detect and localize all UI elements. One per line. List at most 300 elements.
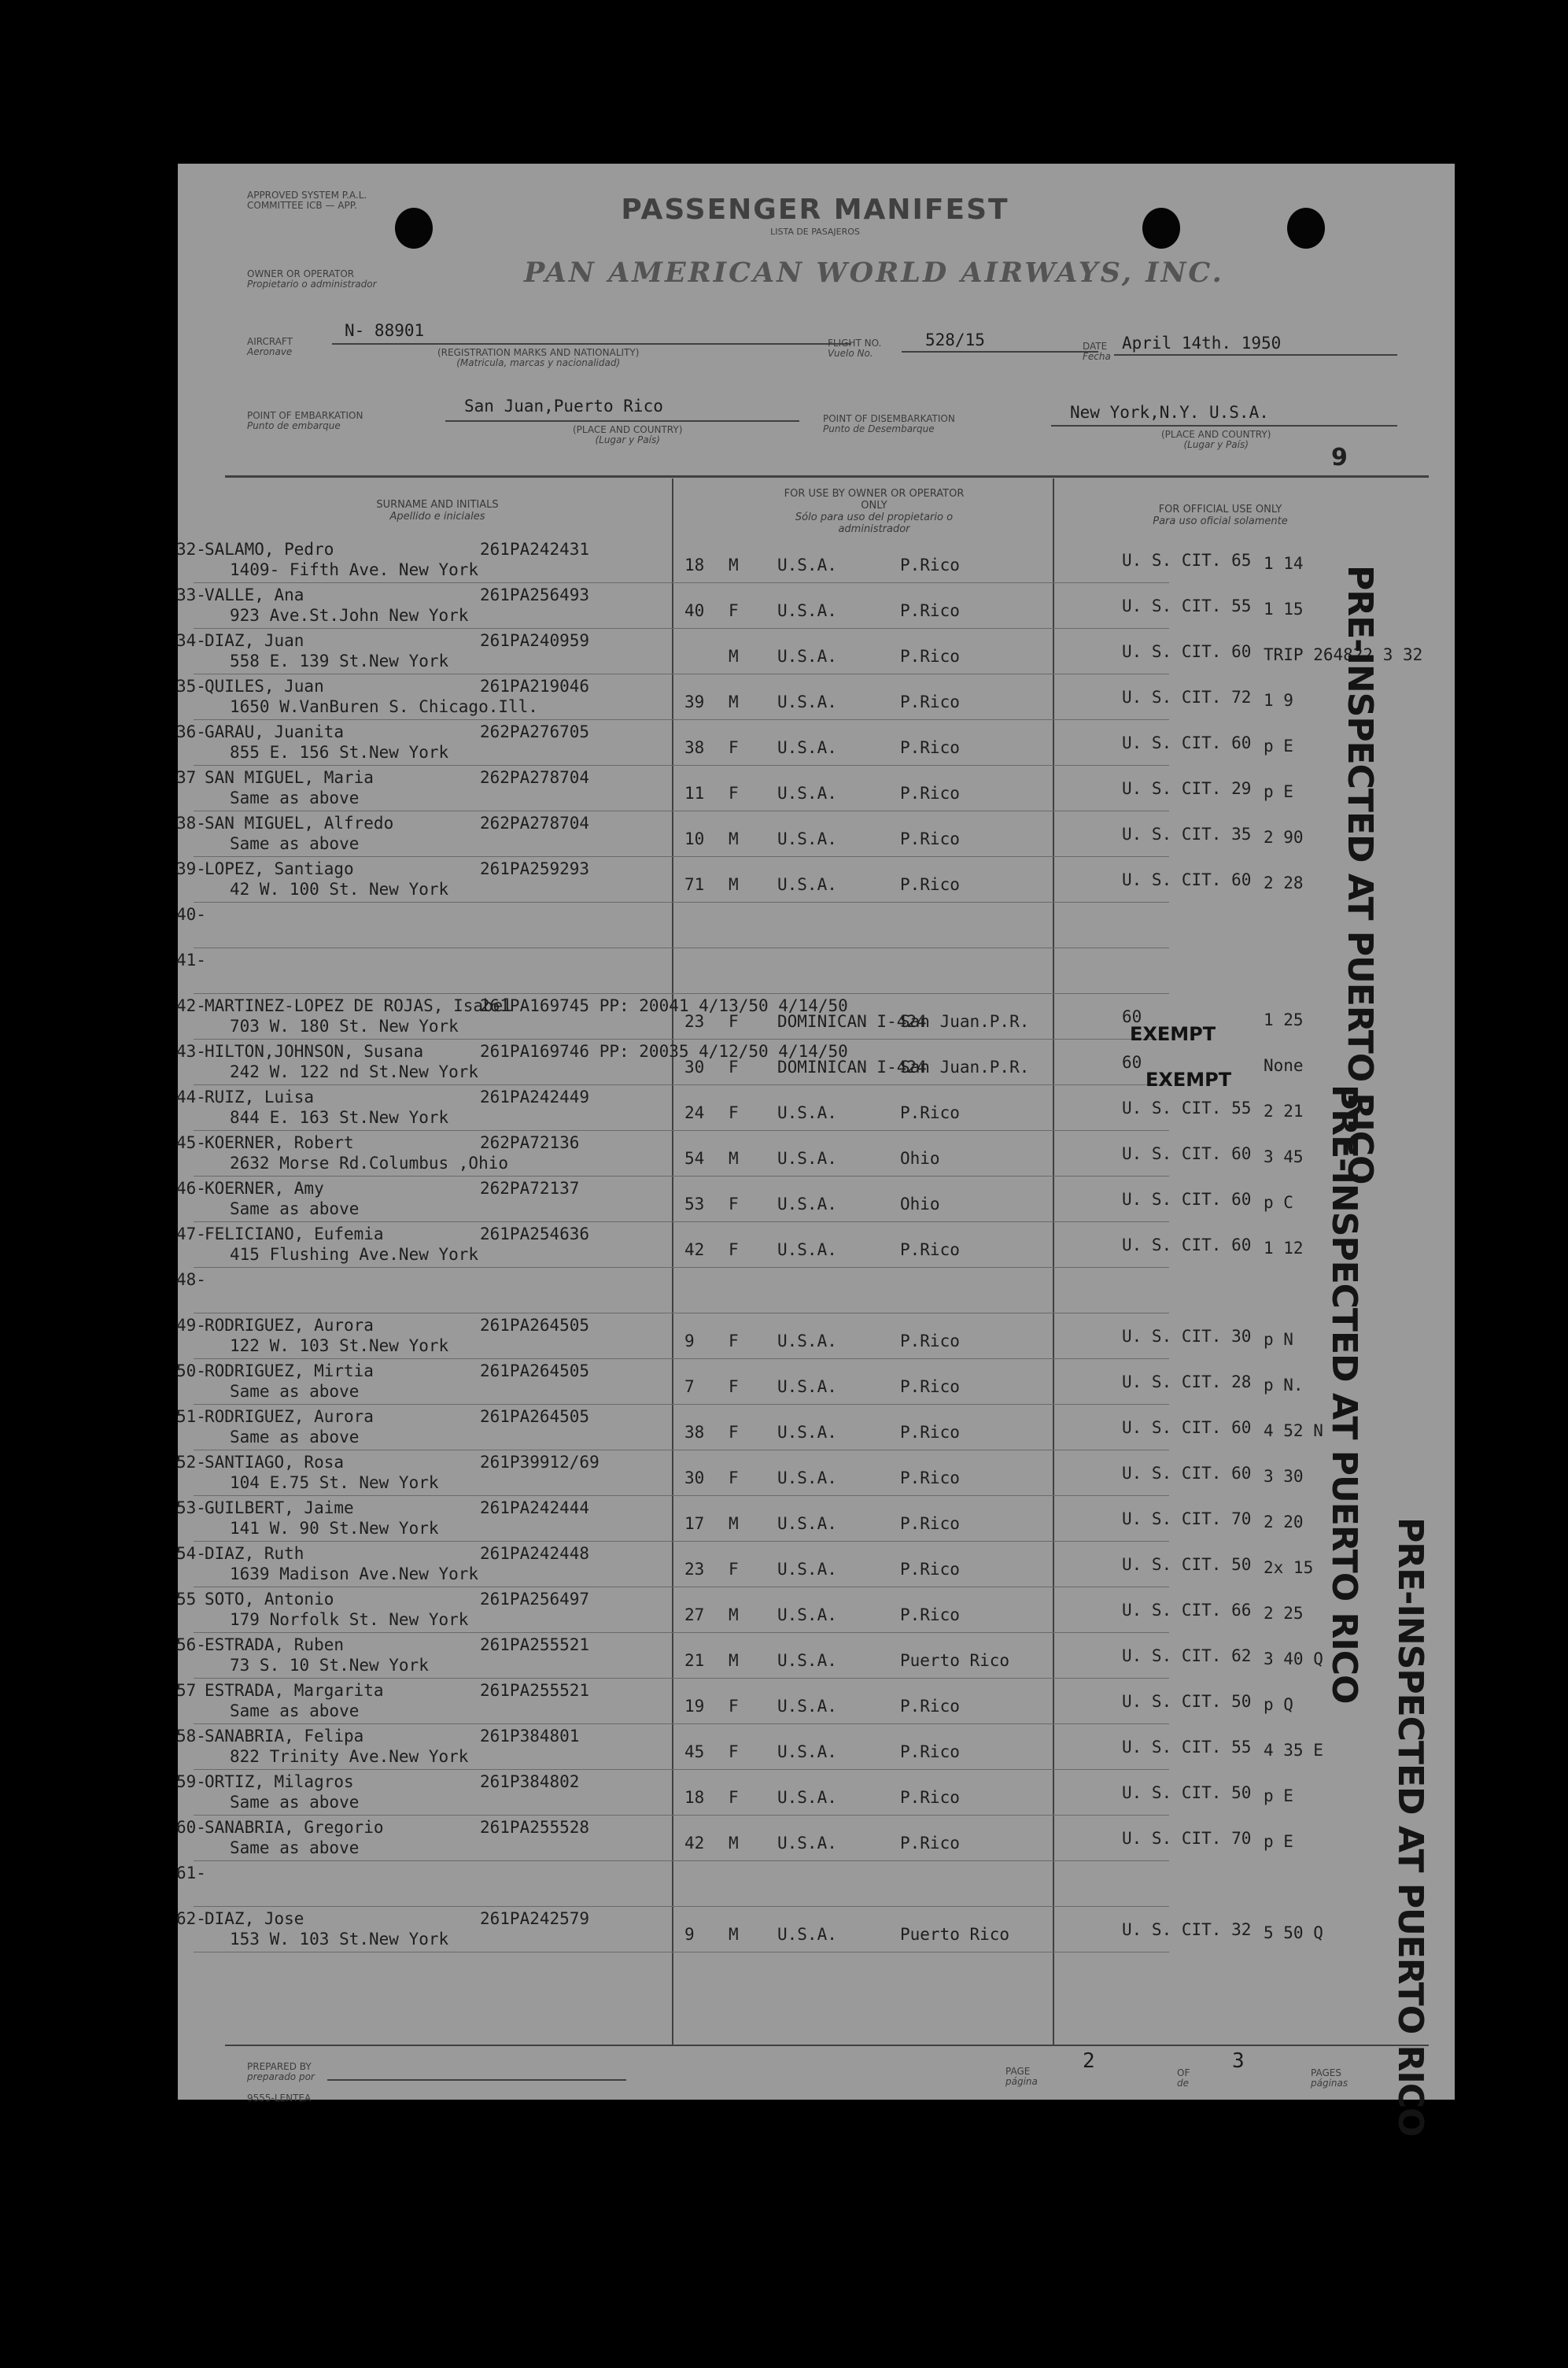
passenger-sex: F: [729, 1103, 739, 1122]
nationality: U.S.A.: [777, 601, 837, 620]
official-use: U. S. CIT. 62: [1122, 1646, 1252, 1665]
registration-no: 261P39912/69: [480, 1453, 600, 1472]
official-note: TRIP 264822 3 32: [1264, 645, 1423, 664]
official-use: U. S. CIT. 50: [1122, 1783, 1252, 1802]
passenger-address: Same as above: [230, 1428, 360, 1446]
official-use: U. S. CIT. 60: [1122, 1418, 1252, 1437]
passenger-name: ORTIZ, Milagros: [205, 1772, 354, 1791]
passenger-age: 42: [684, 1834, 705, 1853]
aircraft-label-en: AIRCRAFT: [247, 336, 293, 347]
header-rule: [225, 475, 1429, 478]
passenger-age: 38: [684, 738, 705, 757]
official-use: U. S. CIT. 32: [1122, 1920, 1252, 1939]
passenger-name: RUIZ, Luisa: [205, 1088, 315, 1106]
table-row: [178, 722, 1455, 768]
passenger-sex: F: [729, 601, 739, 620]
row-rule: [194, 1860, 1169, 1861]
embark-underline: [445, 420, 799, 422]
passenger-sex: M: [729, 1514, 739, 1533]
table-row: [178, 1772, 1455, 1818]
origin: P.Rico: [900, 784, 960, 803]
row-number: 42-: [176, 996, 206, 1015]
official-use: U. S. CIT. 66: [1122, 1601, 1252, 1620]
passenger-sex: F: [729, 1423, 739, 1442]
official-note: 3 40 Q: [1264, 1649, 1323, 1668]
table-row: [178, 1407, 1455, 1453]
row-number: 59-: [176, 1772, 206, 1791]
form-code: 9555-LENTEA: [247, 2093, 312, 2104]
official-note: 1 14: [1264, 554, 1304, 573]
passenger-address: 141 W. 90 St.New York: [230, 1519, 439, 1538]
passenger-name: GARAU, Juanita: [205, 722, 345, 741]
origin: P.Rico: [900, 601, 960, 620]
passenger-name: MARTINEZ-LOPEZ DE ROJAS, Isabel: [205, 996, 513, 1015]
table-row: [178, 1544, 1455, 1590]
nationality: U.S.A.: [777, 1651, 837, 1670]
footer-rule: [225, 2045, 1429, 2046]
passenger-age: 24: [684, 1103, 705, 1122]
origin: P.Rico: [900, 1332, 960, 1350]
registration-no: 261PA255521: [480, 1681, 590, 1700]
nationality: U.S.A.: [777, 1605, 837, 1624]
punch-hole: [1287, 208, 1325, 249]
passenger-name: VALLE, Ana: [205, 586, 304, 604]
registration-no: 261PA242449: [480, 1088, 590, 1106]
punch-hole: [395, 208, 433, 249]
passenger-sex: F: [729, 1468, 739, 1487]
passenger-sex: F: [729, 784, 739, 803]
row-number: 60-: [176, 1818, 206, 1837]
table-row: [178, 540, 1455, 586]
registration-label-es: (Matricula, marcas y nacionalidad): [456, 357, 621, 368]
nationality: U.S.A.: [777, 784, 837, 803]
flight-label-en: FLIGHT NO.: [828, 338, 882, 349]
disembark-label: [823, 414, 955, 434]
passenger-address: 923 Ave.St.John New York: [230, 606, 469, 625]
passenger-address: Same as above: [230, 1701, 360, 1720]
registration-no: 261PA169745 PP: 20041 4/13/50 4/14/50: [480, 996, 848, 1015]
passenger-address: Same as above: [230, 1199, 360, 1218]
official-use: U. S. CIT. 35: [1122, 825, 1252, 844]
official-note: 1 15: [1264, 600, 1304, 619]
row-number: 50-: [176, 1361, 206, 1380]
aircraft-value: N- 88901: [345, 321, 425, 340]
nationality: DOMINICAN I-424: [777, 1012, 927, 1031]
registration-no: 261PA242444: [480, 1498, 590, 1517]
registration-no: 262PA278704: [480, 768, 590, 787]
passenger-sex: M: [729, 556, 739, 574]
table-row: [178, 814, 1455, 859]
passenger-address: Same as above: [230, 834, 360, 853]
registration-no: 261PA219046: [480, 677, 590, 696]
official-note: p C: [1264, 1193, 1293, 1212]
row-number: 34-: [176, 631, 206, 650]
disembark-underline: [1051, 425, 1397, 427]
row-number: 40-: [176, 905, 206, 924]
embark-place-label-en: (PLACE AND COUNTRY): [573, 424, 683, 435]
row-number: 52-: [176, 1453, 206, 1472]
pages-value: 3: [1232, 2049, 1245, 2073]
passenger-age: 39: [684, 693, 705, 711]
passenger-sex: M: [729, 1149, 739, 1168]
table-row: [178, 1681, 1455, 1727]
disembark-value: New York,N.Y. U.S.A.: [1070, 403, 1269, 422]
passenger-name: QUILES, Juan: [205, 677, 324, 696]
official-use: U. S. CIT. 55: [1122, 1099, 1252, 1118]
punch-hole: [1142, 208, 1180, 249]
passenger-sex: M: [729, 1651, 739, 1670]
col-header-official-es: Para uso oficial solamente: [1153, 515, 1288, 527]
official-note: p N.: [1264, 1376, 1304, 1395]
registration-no: 261PA240959: [480, 631, 590, 650]
approval-note: APPROVED SYSTEM P.A.L. COMMITTEE ICB — APP.: [247, 190, 367, 211]
row-number: 33-: [176, 586, 206, 604]
row-rule: [194, 1084, 1169, 1085]
origin: Puerto Rico: [900, 1925, 1010, 1944]
passenger-name: DIAZ, Jose: [205, 1909, 304, 1928]
registration-no: 261PA242579: [480, 1909, 590, 1928]
row-number: 46-: [176, 1179, 206, 1198]
registration-no: 261PA264505: [480, 1361, 590, 1380]
passenger-age: 7: [684, 1377, 695, 1396]
official-note: p E: [1264, 782, 1293, 801]
prepared-underline: [327, 2079, 626, 2081]
embark-label-en: POINT OF EMBARKATION: [247, 410, 363, 421]
nationality: U.S.A.: [777, 1103, 837, 1122]
origin: P.Rico: [900, 1742, 960, 1761]
row-number: 45-: [176, 1133, 206, 1152]
origin: P.Rico: [900, 647, 960, 666]
row-rule: [194, 856, 1169, 857]
table-row: [178, 631, 1455, 677]
col-header-official: [1090, 504, 1350, 527]
passenger-name: SOTO, Antonio: [205, 1590, 334, 1609]
table-row: [178, 1590, 1455, 1635]
passenger-address: 1650 W.VanBuren S. Chicago.Ill.: [230, 697, 538, 716]
preinspected-stamp: PRE-INSPECTED AT PUERTO RICO: [1324, 1084, 1364, 1704]
row-number: 54-: [176, 1544, 206, 1563]
origin: Ohio: [900, 1149, 940, 1168]
nationality: DOMINICAN I-424: [777, 1058, 927, 1077]
owner-label-es: Propietario o administrador: [247, 279, 377, 290]
origin: P.Rico: [900, 1697, 960, 1716]
prepared-label: [247, 2062, 315, 2082]
origin: Puerto Rico: [900, 1651, 1010, 1670]
registration-no: 261PA255521: [480, 1635, 590, 1654]
passenger-name: RODRIGUEZ, Mirtia: [205, 1361, 374, 1380]
row-number: 47-: [176, 1225, 206, 1243]
origin: Ohio: [900, 1195, 940, 1214]
col-header-owner: [776, 488, 972, 535]
passenger-name: GUILBERT, Jaime: [205, 1498, 354, 1517]
row-number: 51-: [176, 1407, 206, 1426]
passenger-name: ESTRADA, Ruben: [205, 1635, 345, 1654]
of-label: [1177, 2068, 1190, 2089]
table-row: [178, 1818, 1455, 1864]
registration-no: 261P384802: [480, 1772, 580, 1791]
passenger-sex: F: [729, 1332, 739, 1350]
embark-label: [247, 411, 363, 431]
origin: P.Rico: [900, 1468, 960, 1487]
row-number: 32-: [176, 540, 206, 559]
pages-label: [1311, 2068, 1348, 2089]
passenger-address: 153 W. 103 St.New York: [230, 1930, 449, 1949]
table-row: [178, 1270, 1455, 1316]
origin: P.Rico: [900, 829, 960, 848]
passenger-sex: F: [729, 1788, 739, 1807]
official-note: 1 12: [1264, 1239, 1304, 1258]
official-note: 2 25: [1264, 1604, 1304, 1623]
row-rule: [194, 1267, 1169, 1268]
passenger-name: KOERNER, Robert: [205, 1133, 354, 1152]
registration-no: 261PA254636: [480, 1225, 590, 1243]
origin: P.Rico: [900, 1834, 960, 1853]
table-row: [178, 1225, 1455, 1270]
nationality: U.S.A.: [777, 556, 837, 574]
official-note: 4 35 E: [1264, 1741, 1323, 1760]
origin: P.Rico: [900, 738, 960, 757]
nationality: U.S.A.: [777, 1788, 837, 1807]
row-number: 56-: [176, 1635, 206, 1654]
official-use: U. S. CIT. 50: [1122, 1555, 1252, 1574]
registration-no: 262PA276705: [480, 722, 590, 741]
passenger-address: 104 E.75 St. New York: [230, 1473, 439, 1492]
passenger-name: HILTON,JOHNSON, Susana: [205, 1042, 424, 1061]
row-number: 55: [176, 1590, 197, 1609]
date-label-en: DATE: [1083, 341, 1108, 352]
table-row: [178, 1864, 1455, 1909]
disembark-label-en: POINT OF DISEMBARKATION: [823, 413, 955, 424]
passenger-age: 19: [684, 1697, 705, 1716]
passenger-address: Same as above: [230, 1838, 360, 1857]
row-rule: [194, 1723, 1169, 1724]
nationality: U.S.A.: [777, 1834, 837, 1853]
official-note: 2x 15: [1264, 1558, 1314, 1577]
passenger-sex: F: [729, 1377, 739, 1396]
table-row: [178, 768, 1455, 814]
col-header-name: [272, 499, 603, 523]
passenger-age: 30: [684, 1058, 705, 1077]
passenger-sex: M: [729, 875, 739, 894]
passenger-age: 45: [684, 1742, 705, 1761]
registration-no: 261PA256493: [480, 586, 590, 604]
nationality: U.S.A.: [777, 1240, 837, 1259]
manifest-sheet: [176, 164, 1455, 2137]
passenger-name: DIAZ, Juan: [205, 631, 304, 650]
official-note: 4 52 N: [1264, 1421, 1323, 1440]
date-value: April 14th. 1950: [1122, 334, 1282, 353]
passenger-name: RODRIGUEZ, Aurora: [205, 1316, 374, 1335]
passenger-sex: F: [729, 1560, 739, 1579]
embark-label-es: Punto de embarque: [247, 420, 341, 431]
origin: P.Rico: [900, 1423, 960, 1442]
official-note: 2 21: [1264, 1102, 1304, 1121]
passenger-name: SALAMO, Pedro: [205, 540, 334, 559]
passenger-age: 27: [684, 1605, 705, 1624]
passenger-address: 703 W. 180 St. New York: [230, 1017, 459, 1036]
passenger-address: 179 Norfolk St. New York: [230, 1610, 469, 1629]
nationality: U.S.A.: [777, 1149, 837, 1168]
nationality: U.S.A.: [777, 693, 837, 711]
nationality: U.S.A.: [777, 1423, 837, 1442]
nationality: U.S.A.: [777, 1925, 837, 1944]
row-rule: [194, 1678, 1169, 1679]
passenger-age: 54: [684, 1149, 705, 1168]
registration-no: 261PA242431: [480, 540, 590, 559]
page-value: 2: [1083, 2049, 1095, 2073]
official-use: U. S. CIT. 29: [1122, 779, 1252, 798]
passenger-age: 30: [684, 1468, 705, 1487]
table-row: [178, 1498, 1455, 1544]
preinspected-stamp: PRE-INSPECTED AT PUERTO RICO: [1390, 1517, 1430, 2137]
form-subtitle: LISTA DE PASAJEROS: [770, 227, 860, 237]
registration-no: 262PA278704: [480, 814, 590, 833]
registration-no: 261P384801: [480, 1727, 580, 1746]
passenger-age: 18: [684, 1788, 705, 1807]
row-rule: [194, 902, 1169, 903]
nationality: U.S.A.: [777, 647, 837, 666]
row-number: 53-: [176, 1498, 206, 1517]
date-underline: [1114, 354, 1397, 356]
passenger-age: 23: [684, 1560, 705, 1579]
passenger-age: 11: [684, 784, 705, 803]
table-row: [178, 951, 1455, 996]
nationality: U.S.A.: [777, 1560, 837, 1579]
official-note: 1 25: [1264, 1010, 1304, 1029]
passenger-name: SANTIAGO, Rosa: [205, 1453, 345, 1472]
passenger-name: FELICIANO, Eufemia: [205, 1225, 384, 1243]
passenger-name: SAN MIGUEL, Maria: [205, 768, 374, 787]
official-use: 60: [1122, 1053, 1142, 1072]
owner-label: [247, 269, 377, 290]
passenger-sex: F: [729, 1240, 739, 1259]
registration-no: 261PA256497: [480, 1590, 590, 1609]
origin: P.Rico: [900, 1560, 960, 1579]
passenger-address: Same as above: [230, 789, 360, 807]
col-header-owner-en: FOR USE BY OWNER OR OPERATOR ONLY: [784, 488, 965, 512]
nationality: U.S.A.: [777, 829, 837, 848]
passenger-address: 558 E. 139 St.New York: [230, 652, 449, 671]
pages-label-en: PAGES: [1311, 2067, 1341, 2078]
flight-underline: [902, 351, 1098, 353]
row-rule: [194, 765, 1169, 766]
origin: P.Rico: [900, 693, 960, 711]
passenger-sex: M: [729, 647, 739, 666]
nationality: U.S.A.: [777, 1742, 837, 1761]
official-note: 1 9: [1264, 691, 1293, 710]
passenger-sex: M: [729, 1834, 739, 1853]
nationality: U.S.A.: [777, 1195, 837, 1214]
official-use: 60: [1122, 1007, 1142, 1026]
official-use: U. S. CIT. 70: [1122, 1509, 1252, 1528]
table-row: [178, 996, 1455, 1042]
origin: San Juan.P.R.: [900, 1012, 1030, 1031]
passenger-age: 10: [684, 829, 705, 848]
official-note: 3 45: [1264, 1147, 1304, 1166]
passenger-age: 9: [684, 1332, 695, 1350]
disembark-place-label-en: (PLACE AND COUNTRY): [1161, 429, 1271, 440]
preinspected-stamp: PRE-INSPECTED AT PUERTO RICO: [1340, 565, 1380, 1184]
table-row: [178, 1361, 1455, 1407]
passenger-age: 42: [684, 1240, 705, 1259]
row-rule: [194, 628, 1169, 629]
prepared-label-es: preparado por: [247, 2071, 315, 2082]
form-title: PASSENGER MANIFEST: [621, 194, 1009, 226]
passenger-address: 844 E. 163 St.New York: [230, 1108, 449, 1127]
of-label-en: OF: [1177, 2067, 1190, 2078]
passenger-address: 242 W. 122 nd St.New York: [230, 1062, 479, 1081]
passenger-name: SANABRIA, Gregorio: [205, 1818, 384, 1837]
passenger-sex: F: [729, 1742, 739, 1761]
registration-no: 261PA259293: [480, 859, 590, 878]
row-number: 44-: [176, 1088, 206, 1106]
passenger-sex: M: [729, 1925, 739, 1944]
official-note: p E: [1264, 1832, 1293, 1851]
row-rule: [194, 1632, 1169, 1633]
passenger-name: KOERNER, Amy: [205, 1179, 324, 1198]
passenger-age: 40: [684, 601, 705, 620]
row-rule: [194, 1130, 1169, 1131]
official-use: U. S. CIT. 60: [1122, 1190, 1252, 1209]
aircraft-label-es: Aeronave: [247, 346, 293, 357]
row-rule: [194, 1039, 1169, 1040]
official-note: p E: [1264, 1786, 1293, 1805]
col-header-name-en: SURNAME AND INITIALS: [376, 499, 499, 511]
table-row: [178, 1088, 1455, 1133]
passenger-address: 855 E. 156 St.New York: [230, 743, 449, 762]
passenger-address: Same as above: [230, 1793, 360, 1812]
official-use: U. S. CIT. 60: [1122, 1464, 1252, 1483]
official-note: None: [1264, 1056, 1304, 1075]
origin: P.Rico: [900, 556, 960, 574]
nationality: U.S.A.: [777, 1514, 837, 1533]
prepared-label-en: PREPARED BY: [247, 2061, 312, 2072]
official-use: U. S. CIT. 55: [1122, 597, 1252, 615]
official-use: U. S. CIT. 60: [1122, 870, 1252, 889]
registration-label: [437, 348, 639, 368]
table-row: [178, 1635, 1455, 1681]
official-note: 2 28: [1264, 874, 1304, 892]
origin: P.Rico: [900, 1377, 960, 1396]
nationality: U.S.A.: [777, 1332, 837, 1350]
row-number: 39-: [176, 859, 206, 878]
row-rule: [194, 1541, 1169, 1542]
disembark-place-label-es: (Lugar y País): [1183, 439, 1249, 450]
passenger-age: 9: [684, 1925, 695, 1944]
embark-place-label-es: (Lugar y País): [595, 434, 660, 445]
airline-name: PAN AMERICAN WORLD AIRWAYS, INC.: [524, 257, 1224, 289]
table-row: [178, 1179, 1455, 1225]
row-number: 43-: [176, 1042, 206, 1061]
registration-no: 261PA264505: [480, 1316, 590, 1335]
official-note: 3 30: [1264, 1467, 1304, 1486]
official-note: p Q: [1264, 1695, 1293, 1714]
row-number: 58-: [176, 1727, 206, 1746]
row-rule: [194, 993, 1169, 994]
origin: P.Rico: [900, 1103, 960, 1122]
registration-no: 261PA255528: [480, 1818, 590, 1837]
passenger-address: 822 Trinity Ave.New York: [230, 1747, 469, 1766]
owner-label-en: OWNER OR OPERATOR: [247, 268, 355, 279]
embark-place-label: [573, 425, 682, 445]
nationality: U.S.A.: [777, 1377, 837, 1396]
exempt-stamp: EXEMPT: [1146, 1069, 1232, 1091]
passenger-sex: F: [729, 1195, 739, 1214]
passenger-address: 2632 Morse Rd.Columbus ,Ohio: [230, 1154, 509, 1173]
row-number: 41-: [176, 951, 206, 970]
table-row: [178, 1909, 1455, 1955]
aircraft-underline: [332, 343, 851, 345]
